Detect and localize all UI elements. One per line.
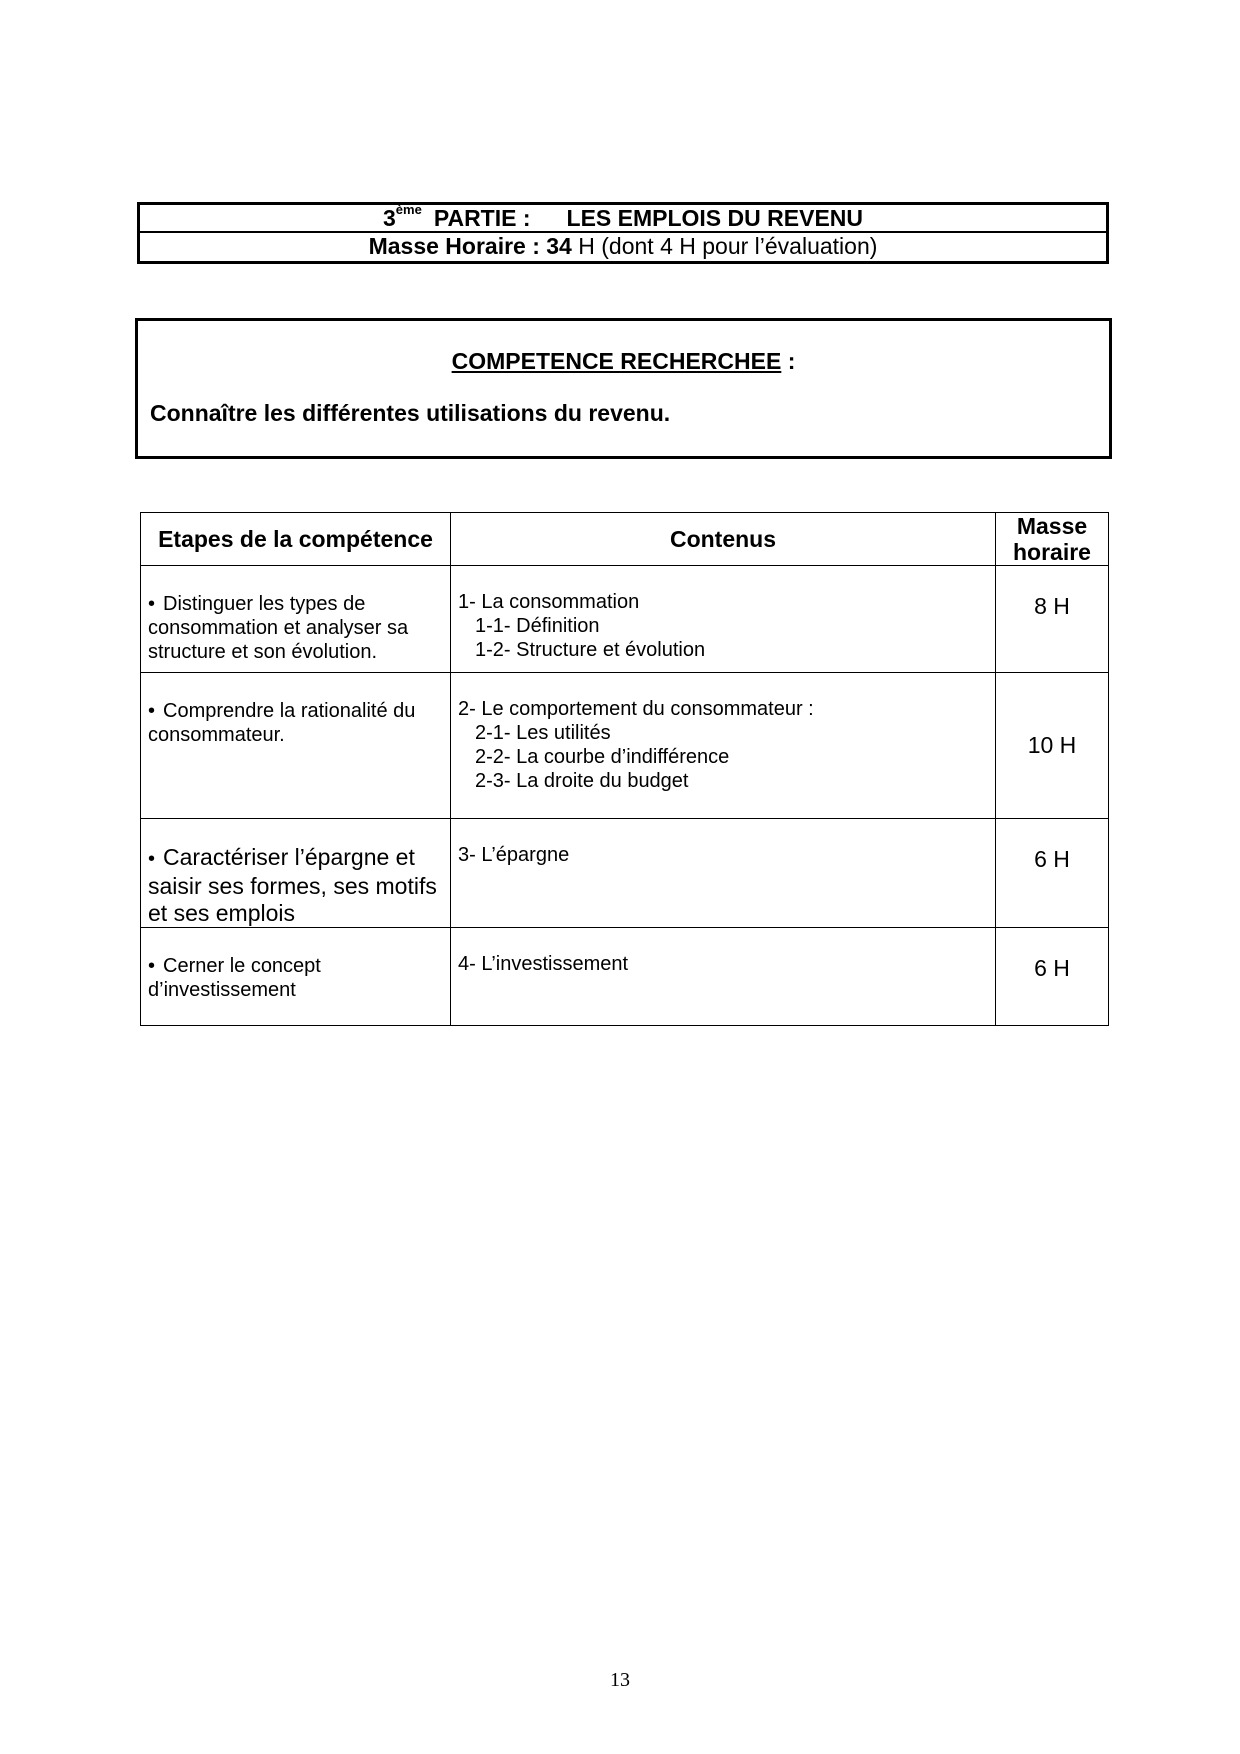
content-sub: 2-3- La droite du budget (475, 770, 689, 792)
content-main: 4- L’investissement (458, 953, 629, 975)
table-row (141, 928, 1109, 1026)
competence-title-text: COMPETENCE RECHERCHEE (451, 348, 782, 374)
hours-cell: 8 H (996, 566, 1109, 673)
competence-text: Connaître les différentes utilisations du revenu. (150, 400, 671, 426)
step-cell (141, 673, 451, 819)
competence-title (138, 348, 1109, 375)
content-main: 1- La consommation (458, 591, 640, 613)
content-main: 3- L’épargne (458, 844, 570, 866)
hours-row (140, 233, 1106, 261)
header-hours: Masse horaire (996, 513, 1109, 566)
content-sub: 2-1- Les utilités (475, 722, 611, 744)
hours-cell: 6 H (996, 928, 1109, 1026)
part-title: LES EMPLOIS DU REVENU (566, 205, 863, 231)
step-cell (141, 928, 451, 1026)
hours-cell: 6 H (996, 819, 1109, 928)
part-title-row (140, 202, 1106, 233)
competence-box (135, 318, 1112, 459)
step-text: Comprendre la rationalité du consommateur. (148, 700, 416, 746)
content-sub: 2-2- La courbe d’indifférence (475, 746, 730, 768)
hours-cell: 10 H (996, 673, 1109, 819)
step-cell (141, 566, 451, 673)
part-superscript: ème (395, 202, 422, 217)
competence-title-suffix: : (787, 348, 796, 374)
content-main: 2- Le comportement du consommateur : (458, 698, 814, 720)
content-sub: 1-2- Structure et évolution (475, 639, 706, 661)
header-contents: Contenus (451, 513, 996, 566)
content-cell (451, 819, 996, 928)
table-row (141, 566, 1109, 673)
content-cell (451, 928, 996, 1026)
table-row (141, 819, 1109, 928)
part-number: 3 (383, 205, 396, 231)
table-row (141, 673, 1109, 819)
step-text: Cerner le concept d’investissement (148, 955, 321, 1001)
bullet-icon: • (148, 700, 156, 722)
step-cell (141, 819, 451, 928)
step-text: Distinguer les types de consommation et analyser sa structure et son évolution. (148, 593, 409, 663)
content-sub: 1-1- Définition (475, 615, 600, 637)
part-header (137, 202, 1109, 264)
bullet-icon: • (148, 593, 156, 615)
hours-detail: H (dont 4 H pour l’évaluation) (578, 233, 878, 259)
step-text: Caractériser l’épargne et saisir ses formes, ses motifs et ses emplois (148, 844, 437, 926)
bullet-icon: • (148, 955, 156, 977)
part-label: PARTIE : (433, 205, 531, 231)
competence-table (140, 512, 1109, 1026)
hours-label: Masse Horaire : 34 (368, 233, 572, 259)
content-cell (451, 566, 996, 673)
content-cell (451, 673, 996, 819)
table-header-row (141, 513, 1109, 566)
bullet-icon: • (148, 848, 156, 870)
page-number: 13 (610, 1669, 630, 1691)
header-steps: Etapes de la compétence (141, 513, 451, 566)
